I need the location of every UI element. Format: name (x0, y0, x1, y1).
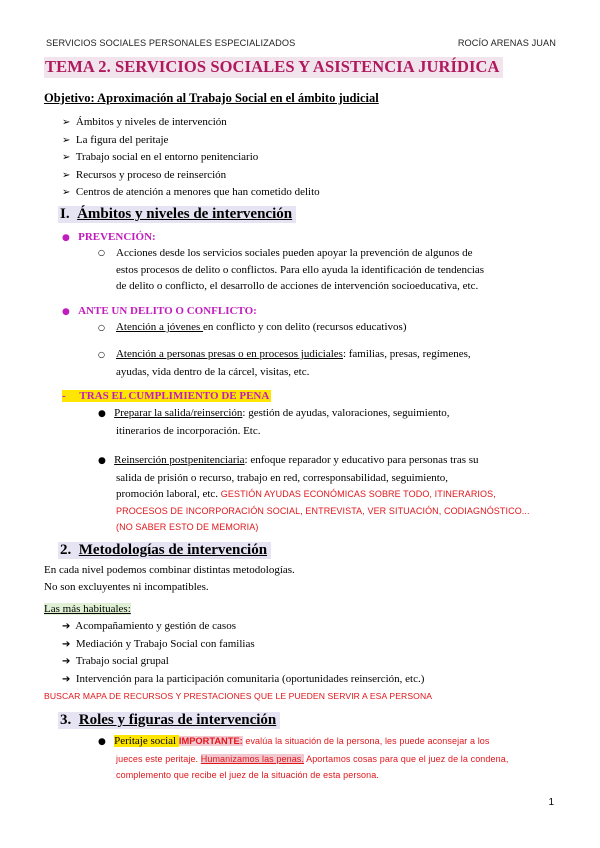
header-left: SERVICIOS SOCIALES PERSONALES ESPECIALIZADOS (46, 38, 296, 48)
list-item: ➢ Recursos y proceso de reinserción (62, 168, 227, 181)
methods-list (62, 618, 424, 688)
circle-bullet-icon: ○ (98, 248, 105, 257)
section-3-heading: 3. Roles y figuras de intervención (58, 712, 280, 729)
bullet-icon: ● (62, 233, 70, 243)
objective-list (62, 114, 320, 202)
arrow-right-icon: ➔ (62, 638, 71, 650)
list-item: ➢ Ámbitos y niveles de intervención (62, 116, 227, 128)
delito-item-2: ○ Atención a personas presas o en procesos judiciales: familias, presas, regímenes, ayudas, vida dentro de la cárcel, visitas, etc. (98, 348, 471, 378)
section-1-heading: I. Ámbitos y niveles de intervención (58, 206, 296, 223)
arrow-right-icon: ➔ (62, 656, 71, 667)
arrow-icon: ➢ (62, 152, 71, 163)
header-right: ROCÍO ARENAS JUAN (457, 38, 556, 48)
page-number: 1 (548, 797, 554, 808)
bullet-icon: ● (98, 409, 106, 419)
habituales-label: Las más habituales: (44, 603, 131, 615)
arrow-icon: ➢ (62, 169, 71, 181)
bullet-icon: ● (98, 456, 106, 466)
arrow-icon: ➢ (62, 187, 71, 198)
pena-label: - TRAS EL CUMPLIMIENTO DE PENA (62, 390, 270, 402)
list-item: ➔ Trabajo social grupal (62, 655, 169, 667)
prevencion-label: ● PREVENCIÓN: (62, 231, 156, 243)
section-2-heading: 2. Metodologías de intervención (58, 542, 271, 559)
delito-label: ● ANTE UN DELITO O CONFLICTO: (62, 305, 257, 317)
prevencion-text: ○ Acciones desde los servicios sociales pueden apoyar la prevención de algunos de estos procesos de delito o conflictos. Para ello ayuda la identificación de tendencias de delito o conflicto, el desarrollo de acciones de intervención socioeducativa, etc. (98, 247, 485, 292)
bullet-icon: ● (98, 737, 106, 747)
bullet-icon: ● (62, 307, 70, 317)
list-item: ➢ Trabajo social en el entorno penitenciario (62, 151, 259, 163)
pena-item-2: ● Reinserción postpenitenciaria: enfoque reparador y educativo para personas tras su salida de prisión o recurso, trabajo en red, corresponsabilidad, seguimiento, promoción laboral, etc. GESTIÓN AYUDAS ECONÓMICAS SOBRE TODO, ITINERARIOS, PROCESOS DE INCORPORACIÓN SOCIAL, ENTREVISTA, VER SITUACIÓN, CODIAGNÓSTICO... (NO SABER ESTO DE MEMORIA) (98, 454, 530, 532)
arrow-icon: ➢ (62, 134, 71, 146)
section-2-intro: En cada nivel podemos combinar distintas metodologías. No son excluyentes ni incompatibles. (44, 564, 295, 593)
pena-item-1: ● Preparar la salida/reinserción: gestión de ayudas, valoraciones, seguimiento, itinerarios de incorporación. Etc. (98, 407, 450, 437)
objective-heading: Objetivo: Aproximación al Trabajo Social en el ámbito judicial (44, 91, 379, 105)
list-item: ➢ Centros de atención a menores que han cometido delito (62, 186, 320, 198)
circle-bullet-icon: ○ (98, 350, 105, 359)
resources-note: BUSCAR MAPA DE RECURSOS Y PRESTACIONES QUE LE PUEDEN SERVIR A ESA PERSONA (44, 691, 433, 701)
list-item: ➔ Acompañamiento y gestión de casos (62, 620, 236, 632)
circle-bullet-icon: ○ (98, 323, 105, 332)
arrow-right-icon: ➔ (62, 673, 71, 685)
page-title: TEMA 2. SERVICIOS SOCIALES Y ASISTENCIA JURÍDICA (44, 57, 503, 78)
list-item: ➢ La figura del peritaje (62, 133, 169, 146)
list-item: ➔ Intervención para la participación comunitaria (oportunidades reinserción, etc.) (62, 672, 425, 685)
arrow-right-icon: ➔ (62, 621, 71, 632)
peritaje-item: ● Peritaje social IMPORTANTE: evalúa la situación de la persona, les puede aconsejar a los jueces este peritaje. Humanizamos las penas. Aportamos cosas para que el juez de la condena, complemento que recibe el juez de la situación de esta persona. (98, 735, 509, 780)
delito-item-1: ○ Atención a jóvenes en conflicto y con delito (recursos educativos) (98, 321, 407, 333)
arrow-icon: ➢ (62, 117, 71, 128)
list-item: ➔ Mediación y Trabajo Social con familias (62, 637, 255, 650)
